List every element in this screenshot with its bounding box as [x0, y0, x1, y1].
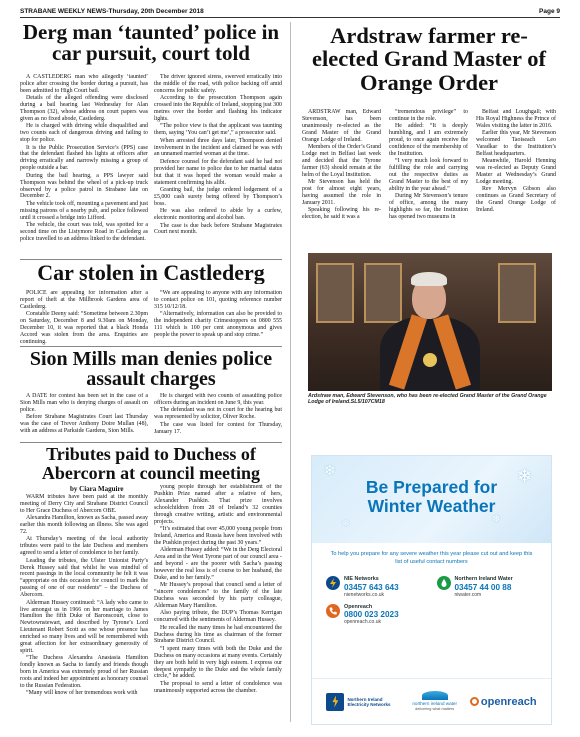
sion-paragraph: He is charged with two counts of assaulting police officers during an incident on June 9, this year.: [154, 393, 282, 406]
sion-headline: Sion Mills man denies police assault charges: [29, 349, 273, 390]
contact-nie: [326, 576, 427, 598]
ardstraw-paragraph: Speaking following his re-election, he said it was a: [302, 207, 381, 221]
derg-paragraph: The case is due back before Strabane Magistrates Court next month.: [154, 222, 282, 236]
section-divider: [20, 442, 282, 443]
sion-paragraph: A DATE for contest has been set in the case of a Sion Mills man who is denying charges of assault on police.: [20, 393, 148, 413]
contact-phone: 03457 44 00 88: [454, 582, 512, 592]
grand-master-photo: [308, 253, 552, 391]
water-wave-icon: [422, 691, 448, 700]
ardstraw-paragraph: Members of the Order’s Grand Lodge met in Belfast last week and decided that the Tyrone farmer (63) should remain at the helm of the Loyal Institution.: [302, 144, 381, 178]
lightning-icon: [326, 693, 344, 711]
tributes-paragraph: Alderman Hussey continued: “A lady who came to live amongst us in 1966 on her marriage to James Hamilton the fifth Duke of Baronscourt, close to Newtownstewart, and described by Tyrone’s Lord Lieutenant Robert Scott as one whose presence has enriched so many lives and will be remembered with great affection for her extraordinary generosity of spirit.: [20, 599, 148, 654]
nie-logo-text: Northern Ireland Electricity Networks: [347, 696, 391, 707]
tributes-paragraph: He recalled the many times he had encountered the Duchess during his time as chairman of the former Strabane District Council.: [154, 624, 282, 645]
ardstraw-paragraph: Rev Mervyn Gibson also continues as Grand Secretary of the Grand Orange Lodge of Ireland.: [476, 186, 556, 214]
tributes-paragraph: Alexandra Hamilton, known as Sacha, passed away earlier this month following an illness. She was aged 72.: [20, 515, 148, 536]
lightning-icon: [326, 576, 340, 590]
contact-website: openreach.co.uk: [344, 619, 381, 625]
tributes-paragraph: Leading the tributes, the Ulster Unionist Party’s Derek Hussey said that whilst he was mindful of recent passings in the local community he felt it was “appropriate on this occasion for council to mark the passing of one of our residents” – the Duchess of Abercorn.: [20, 557, 148, 599]
sion-paragraph: The case was listed for contest for Thursday, January 17.: [154, 421, 282, 435]
car-paragraph: “Alternatively, information can also be provided to the independent charity Crimestoppers on 0800 555 111 which is 100 per cent anonymous and gives people the power to speak up and stop crime.”: [154, 311, 282, 338]
ardstraw-headline: Ardstraw farmer re-elected Grand Master of Orange Order: [312, 24, 546, 95]
ardstraw-col-1: [302, 109, 381, 251]
section-divider: [20, 259, 282, 260]
snowflake-icon: ❄: [342, 518, 350, 528]
derg-paragraph: A CASTLEDERG man who allegedly ‘taunted’ police after crossing the border during a pursuit, has been admitted to High Court bail.: [20, 74, 148, 94]
portrait-frame: [498, 263, 536, 323]
masthead-dateline: STRABANE WEEKLY NEWS-Thursday, 20th December 2018: [20, 8, 204, 15]
derg-paragraph: The vehicle, the court was told, was spotted for a second time on the Listymore Road in Castlederg as police travelled to an address linked to the defendant.: [20, 222, 148, 242]
tributes-col-1: [20, 494, 148, 726]
portrait-frame: [364, 263, 402, 323]
contact-list: [312, 572, 551, 625]
derg-paragraph: Details of the alleged offending were disclosed during a bail hearing last Wednesday for Alan Thompson (32), whose address on court papers was given as no fixed abode, Castlederg.: [20, 95, 148, 122]
derg-paragraph: He was also ordered to abide by a curfew, electronic monitoring and alcohol ban.: [154, 208, 282, 222]
contact-openreach: [326, 604, 427, 626]
ardstraw-paragraph: He added: “It is deeply humbling, and I am extremely proud, to once again receive the confidence of the membership of the Institution.: [389, 123, 468, 157]
derg-paragraph: When arrested three days later, Thompson denied involvement in the incident and claimed he was with an unnamed married woman at the time.: [154, 137, 282, 158]
advert-title-line: Be Prepared for: [365, 477, 498, 497]
sion-col-2: [154, 393, 282, 439]
nie-networks-logo: [326, 693, 399, 711]
winter-weather-advert: [311, 455, 552, 725]
tributes-byline: by Ciara Maguire: [70, 485, 124, 493]
column-divider: [290, 22, 291, 722]
derg-paragraph: “The police view is that the applicant was taunting them, saying ‘You can’t get me’,” a prosecutor said.: [154, 123, 282, 137]
tributes-paragraph: The proposal to send a letter of condolence was unanimously supported across the chamber.: [154, 680, 282, 694]
niw-logo-tagline: delivering what matters: [415, 706, 455, 711]
page-number: Page 9: [539, 8, 560, 15]
advert-title: [312, 478, 551, 516]
tributes-col-2: [154, 484, 282, 726]
ardstraw-col-2: [389, 109, 468, 251]
derg-headline: Derg man ‘taunted’ police in car pursuit, court told: [22, 22, 280, 65]
tributes-paragraph: Also paying tribute, the DUP’s Thomas Kerrigan concurred with the sentiments of Alderman Hussey.: [154, 610, 282, 624]
car-col-2: [154, 290, 282, 345]
contact-niw: [437, 576, 538, 598]
tributes-headline: Tributes paid to Duchess of Abercorn at council meeting: [41, 445, 261, 483]
derg-col-2: [154, 74, 282, 256]
ardstraw-paragraph: Meanwhile, Harold Henning was re-elected as Deputy Grand Master at Wednesday’s Grand Lodge meeting.: [476, 158, 556, 186]
contact-name: Northern Ireland Water: [454, 576, 513, 582]
contact-website: nienetworks.co.uk: [344, 591, 385, 598]
advert-subtitle: To help you prepare for any severe weather this year please cut out and keep this list of useful contact numbers: [330, 551, 533, 565]
contact-name: Openreach: [344, 603, 373, 610]
derg-col-1: [20, 74, 148, 256]
contact-phone: 03457 643 643: [344, 582, 399, 592]
masthead: [20, 4, 560, 18]
water-drop-icon: [437, 576, 451, 590]
tributes-paragraph: “The Duchess Alexandra Anastasia Hamilton fondly known as Sacha to family and friends though born in America was extremely proud of her Russian roots and indeed her appointment as honorary counsel to the Russian Federation.: [20, 655, 148, 689]
snowflake-icon: ❄: [324, 462, 336, 478]
photo-caption: Ardstraw man, Edward Stevenson, who has been re-elected Grand Master of the Grand Orange Lodge of Ireland.SL5/107CM18: [308, 393, 547, 406]
derg-paragraph: It is the Public Prosecution Service’s (PPS) case that the defendant flashed his lights at officers after driving erratically and narrowly missing a group of people outside a bar.: [20, 144, 148, 172]
snowflake-icon: ❄: [517, 466, 533, 486]
car-paragraph: POLICE are appealing for information after a report of theft at the Millbrook Gardens area of Castlederg.: [20, 290, 148, 310]
derg-paragraph: He is charged with driving while disqualified and two counts each of dangerous driving and failing to stop for police.: [20, 123, 148, 144]
ardstraw-paragraph: Earlier this year, Mr Stevenson welcomed Taoiseach Leo Varadkar to the Institution’s Belfast headquarters.: [476, 130, 556, 157]
snowflake-icon: ❄: [492, 514, 501, 525]
ardstraw-col-3: [476, 109, 556, 251]
car-paragraph: “We are appealing to anyone with any information to contact police on 101, quoting reference number 315 10/12/18.: [154, 290, 282, 310]
contact-website: niwater.com: [454, 591, 482, 598]
openreach-ring-icon: [470, 697, 479, 706]
openreach-logo: [470, 696, 537, 708]
car-paragraph: Constable Deeny said: “Sometime between 2.30pm on Saturday, December 8 and 9.30am on Monday, December 10, it was reported that a black Honda Accord was stolen from the area. Enquiries are continuing.: [20, 311, 148, 345]
derg-paragraph: The vehicle took off, mounting a pavement and just missing patrons of a nearby pub, and police followed until it crossed a bridge into Lifford.: [20, 200, 148, 221]
derg-paragraph: According to the prosecution Thompson again crossed into the Republic of Ireland, stopping just 300 metres over the border and flashing his indicator lights.: [154, 95, 282, 122]
section-divider: [20, 346, 282, 347]
openreach-logo-text: openreach: [480, 695, 537, 708]
tributes-paragraph: “Many will know of her tremendous work with: [26, 690, 138, 697]
ardstraw-paragraph: “I very much look forward to fulfilling the role and carrying out the respective duties as Grand Master to the best of my ability in the year ahead.”: [389, 158, 468, 192]
ardstraw-paragraph: During Mr Stevenson’s tenure of office, among the many highlights so far, the Institution has opened two museums in: [389, 193, 468, 221]
advert-title-line: Winter Weather: [367, 496, 496, 516]
derg-paragraph: During the bail hearing, a PPS lawyer said Thompson was behind the wheel of a pick-up truck observed by a police patrol in Strabane late on December 2.: [20, 172, 148, 200]
contact-name: NIE Networks: [344, 576, 379, 582]
tributes-paragraph: young people through her establishment of the Pushkin Prize named after a relative of hers, Alexander Pushkin. That prize involves schoolchildren from 28 of Ireland’s 32 counties through creative writing, artistic and environmental projects.: [154, 484, 282, 525]
advert-banner: [312, 456, 551, 543]
car-headline: Car stolen in Castlederg: [37, 262, 265, 285]
sion-paragraph: Before Strabane Magistrates Court last Thursday was the case of Trevor Anthony Doire Mullan (48), with an address at Parkside Gardens, Sion Mills.: [20, 414, 148, 435]
phone-icon: [326, 604, 340, 618]
derg-paragraph: Defence counsel for the defendant said he had not provided her name to police due to her marital status but that it was hoped the woman would make a statement confirming his alibi.: [154, 158, 282, 186]
contact-phone: 0800 023 2023: [344, 610, 399, 619]
portrait-frame: [316, 263, 354, 323]
sion-paragraph: The defendant was not in court for the hearing but was represented by solicitor, Oliver Roche.: [154, 407, 282, 421]
sponsor-logos: [312, 678, 551, 724]
ni-water-logo: [412, 691, 457, 711]
derg-paragraph: The driver ignored sirens, swerved erratically into the middle of the road, with police backing off amid concerns for public safety.: [154, 74, 282, 94]
ardstraw-paragraph: ARDSTRAW man, Edward Stevenson, has been unanimously re-elected as the Grand Master of the Grand Orange Lodge of Ireland.: [302, 109, 381, 143]
tributes-paragraph: “I spent many times with both the Duke and the Duchess on many occasions at many events. Certainly they are both held in very high esteem. I express our deepest sympathy to the Duke and the whole family circle,” he added.: [154, 645, 282, 680]
niw-logo-text: northern ireland water: [412, 701, 458, 707]
tributes-paragraph: Alderman Hussey added: “We in the Derg Electoral Area and in the West Tyrone part of our council area - and beyond - are the poorer with Sacha’s passing however the real loss is of course to her husband, the Duke, and to her family.”: [154, 547, 282, 581]
tributes-paragraph: WARM tributes have been paid at the monthly meeting of Derry City and Strabane District Council to Her Grace Duchess of Abercorn OBE.: [20, 494, 148, 514]
ardstraw-paragraph: Belfast and Loughgall; with His Royal Highness the Prince of Wales visiting the latter in 2016.: [476, 109, 556, 129]
sion-col-1: [20, 393, 148, 439]
tributes-paragraph: “It’s estimated that over 45,000 young people from Ireland, America and Russia have been involved with the Pushkin project during the past 30 years.”: [154, 525, 282, 546]
ardstraw-paragraph: Mr Stevenson has held the post for almost eight years, having assumed the role in January 2011.: [302, 179, 381, 206]
car-col-1: [20, 290, 148, 345]
derg-paragraph: Granting bail, the judge ordered lodgement of a £5,000 cash surety being offered by Thompson’s boss.: [154, 187, 282, 207]
tributes-paragraph: At Thursday’s meeting of the local authority tributes were paid to the late Duchess and members agreed to send a letter of condolence to her family.: [20, 536, 148, 557]
person-hair: [411, 272, 447, 286]
medal: [423, 353, 437, 367]
ardstraw-paragraph: “tremendous privilege” to continue in the role.: [389, 109, 468, 122]
tributes-paragraph: Mr Hussey’s proposal that council send a letter of “sincere condolences” to the family of the late Duchess was seconded by his party colleague, Alderman Mary Hamilton.: [154, 582, 282, 609]
